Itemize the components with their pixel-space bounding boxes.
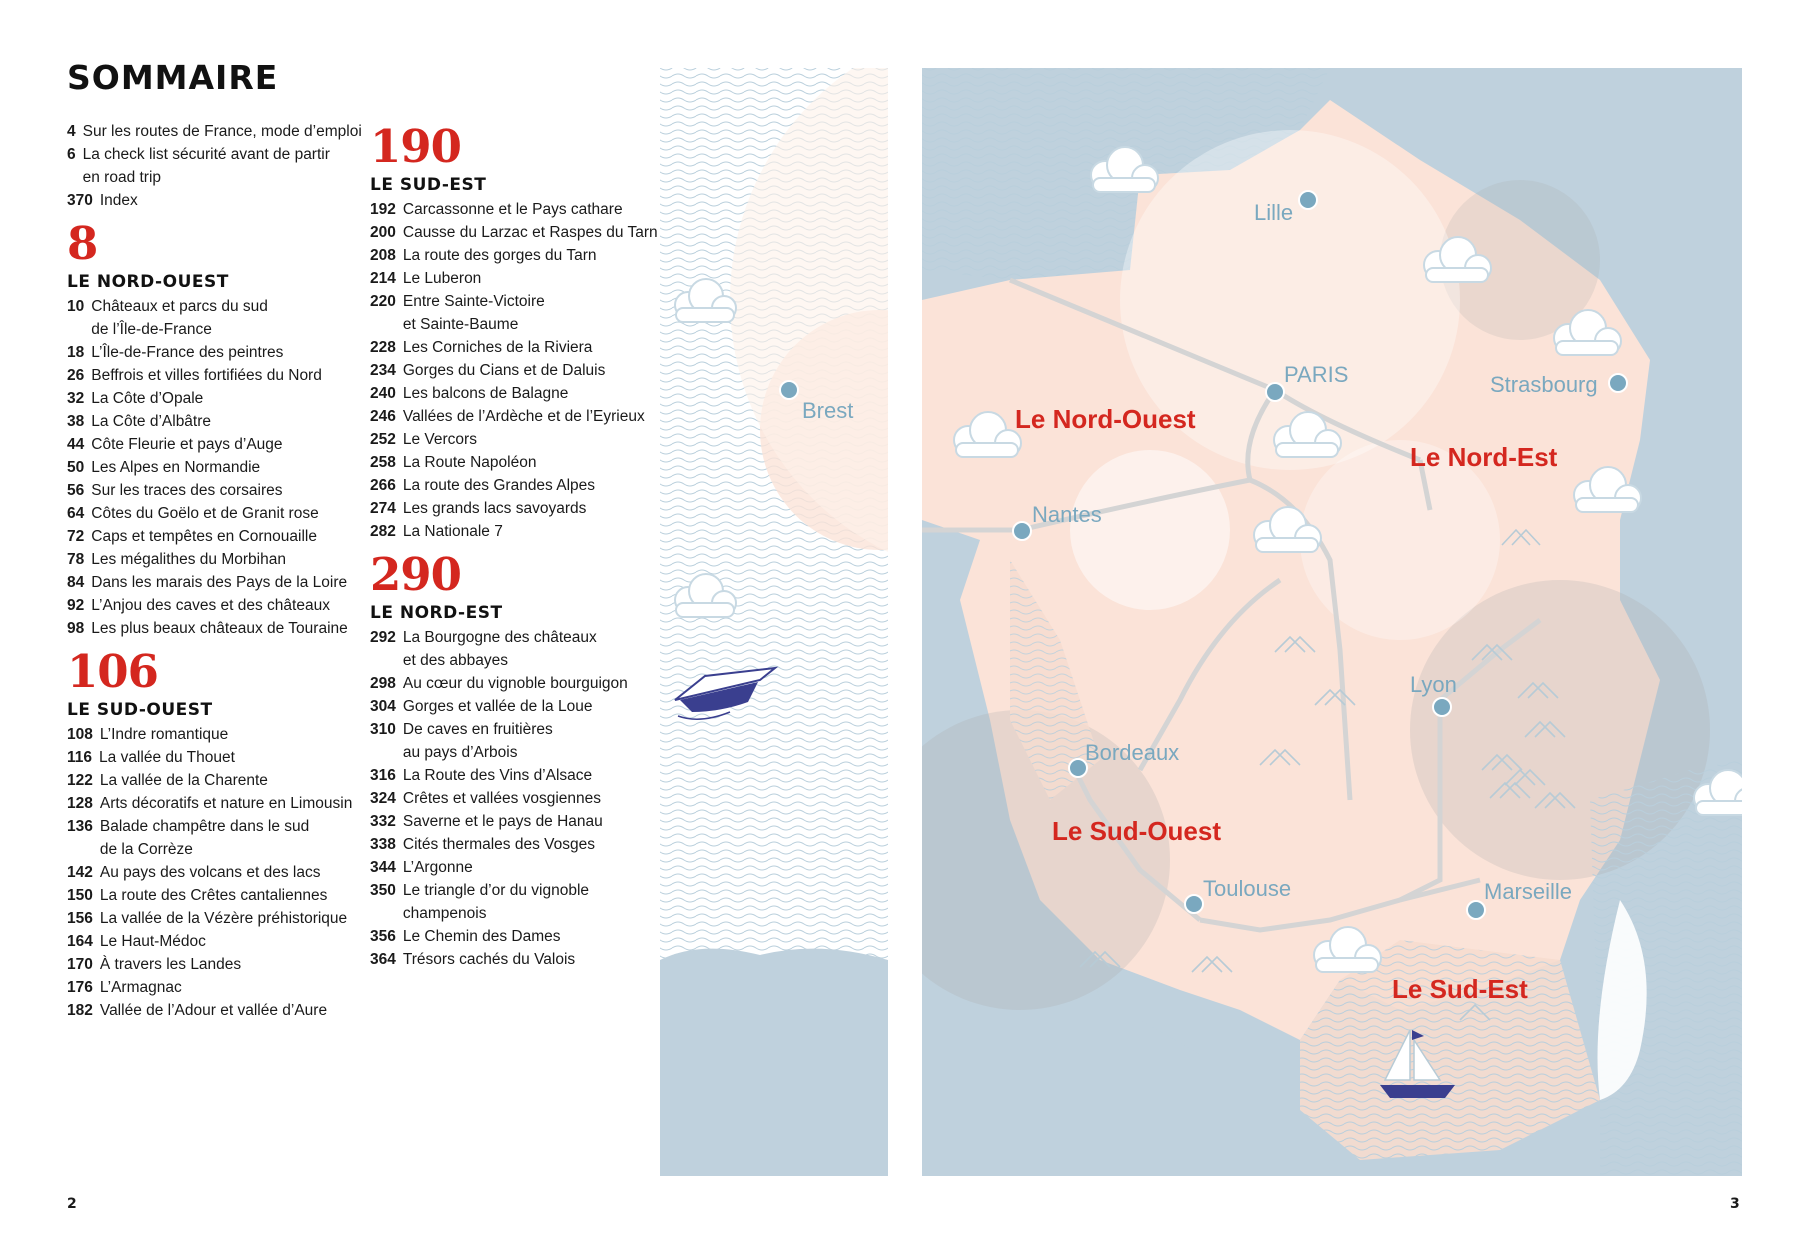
toc-entry-page: 298 <box>370 675 396 692</box>
toc-entry-page: 50 <box>67 459 85 476</box>
toc-entry-page: 182 <box>67 1002 93 1019</box>
toc-entry-title: Au pays des volcans et des lacs <box>99 864 321 881</box>
toc-entry-page: 240 <box>370 385 396 402</box>
toc-entry-page: 370 <box>67 192 93 209</box>
toc-entry-title: Caps et tempêtes en Cornouaille <box>91 528 317 545</box>
toc-entry-page: 228 <box>370 339 396 356</box>
toc-entry-title: Côte Fleurie et pays d’Auge <box>91 436 283 453</box>
toc-entry-title: L’Indre romantique <box>99 726 229 743</box>
toc-entry-page: 44 <box>67 436 85 453</box>
city-marker-paris <box>1266 383 1284 401</box>
section-title: LE SUD-EST <box>370 175 487 195</box>
toc-entry-page: 208 <box>370 247 396 264</box>
city-label-brest: Brest <box>802 398 854 423</box>
toc-entry-page: 266 <box>370 477 396 494</box>
city-marker-brest <box>780 381 798 399</box>
city-marker-strasbourg <box>1609 374 1627 392</box>
toc-entry-title: Beffrois et villes fortifiées du Nord <box>91 367 322 384</box>
toc-entry-page: 72 <box>67 528 85 545</box>
region-label-sud-est: Le Sud-Est <box>1392 974 1528 1004</box>
toc-entry-page: 252 <box>370 431 396 448</box>
city-label-nantes: Nantes <box>1032 502 1102 527</box>
toc-entry-page: 292 <box>370 629 396 646</box>
toc-entry-title: La Route Napoléon <box>402 454 537 471</box>
toc-entry-page: 220 <box>370 293 396 310</box>
toc-entry-title: Crêtes et vallées vosgiennes <box>402 790 602 807</box>
map-main <box>870 68 1761 1176</box>
toc-entry-page: 214 <box>370 270 396 287</box>
toc-entry-title: Dans les marais des Pays de la Loire <box>91 574 348 591</box>
toc-entry-page: 258 <box>370 454 396 471</box>
toc-entry-title: La Côte d’Albâtre <box>91 413 212 430</box>
toc-entry-page: 324 <box>370 790 396 807</box>
toc-entry-page: 122 <box>67 772 93 789</box>
section-title: LE NORD-OUEST <box>67 272 229 292</box>
toc-entry-page: 246 <box>370 408 396 425</box>
toc-entry-page: 150 <box>67 887 93 904</box>
city-label-marseille: Marseille <box>1484 879 1573 904</box>
toc-entry-page: 176 <box>67 979 93 996</box>
region-label-nord-est: Le Nord-Est <box>1410 442 1558 472</box>
toc-entry-page: 18 <box>67 344 85 361</box>
toc-entry-title: Les Alpes en Normandie <box>91 459 261 476</box>
toc-entry-page: 78 <box>67 551 85 568</box>
city-label-lyon: Lyon <box>1410 672 1457 697</box>
toc-entry-title: Arts décoratifs et nature en Limousin <box>99 795 353 812</box>
toc-entry-page: 156 <box>67 910 93 927</box>
toc-entry-page: 304 <box>370 698 396 715</box>
toc-entry-page: 84 <box>67 574 85 591</box>
section-title: LE SUD-OUEST <box>67 700 213 720</box>
city-marker-toulouse <box>1185 895 1203 913</box>
toc-entry-page: 200 <box>370 224 396 241</box>
toc-entry-page: 192 <box>370 201 396 218</box>
section-title: LE NORD-EST <box>370 603 503 623</box>
toc-entry-title: Entre Sainte-Victoire <box>402 293 545 310</box>
section-page-number: 106 <box>67 645 158 698</box>
toc-entry-title: Le triangle d’or du vignoble <box>402 882 590 899</box>
toc-entry-page: 4 <box>67 123 76 140</box>
toc-entry-title: Les plus beaux châteaux de Touraine <box>91 620 348 637</box>
toc-entry-title: La Route des Vins d’Alsace <box>402 767 593 784</box>
toc-entry-page: 6 <box>67 146 76 163</box>
toc-entry-title: Sur les routes de France, mode d’emploi <box>82 123 362 140</box>
city-label-strasbourg: Strasbourg <box>1490 372 1598 397</box>
toc-entry-title: L’Île-de-France des peintres <box>91 344 284 361</box>
toc-entry-page: 356 <box>370 928 396 945</box>
toc-entry-title: Index <box>99 192 138 209</box>
toc-entry-title: Causse du Larzac et Raspes du Tarn <box>402 224 658 241</box>
toc-entry-title: Les mégalithes du Morbihan <box>91 551 286 568</box>
toc-entry-title-cont: et Sainte-Baume <box>402 316 519 333</box>
toc-entry-page: 332 <box>370 813 396 830</box>
toc-entry-title: Vallée de l’Adour et vallée d’Aure <box>99 1002 328 1019</box>
toc-entry-title: Cités thermales des Vosges <box>402 836 595 853</box>
section-page-number: 190 <box>370 120 461 173</box>
section-page-number: 290 <box>370 548 461 601</box>
city-label-toulouse: Toulouse <box>1203 876 1292 901</box>
toc-entry-page: 234 <box>370 362 396 379</box>
toc-entry-page: 98 <box>67 620 85 637</box>
page-number-right: 3 <box>1730 1196 1740 1212</box>
toc-entry-title: Le Luberon <box>402 270 482 287</box>
toc-entry-title-cont: de la Corrèze <box>99 841 193 858</box>
toc-entry-page: 116 <box>67 749 93 766</box>
toc-entry-page: 282 <box>370 523 396 540</box>
toc-entry-page: 364 <box>370 951 396 968</box>
city-marker-lille <box>1299 191 1317 209</box>
toc-entry-title-cont: champenois <box>402 905 487 922</box>
toc-entry-page: 64 <box>67 505 85 522</box>
toc-entry-title: La Nationale 7 <box>402 523 503 540</box>
toc-entry-title-cont: en road trip <box>82 169 162 186</box>
toc-entry-page: 32 <box>67 390 85 407</box>
toc-entry-page: 344 <box>370 859 396 876</box>
toc-entry-page: 10 <box>67 298 85 315</box>
toc-entry-page: 92 <box>67 597 85 614</box>
toc-entry-title: Carcassonne et le Pays cathare <box>402 201 623 218</box>
toc-entry-page: 128 <box>67 795 93 812</box>
toc-entry-title: Au cœur du vignoble bourguigon <box>402 675 628 692</box>
toc-entry-title: Vallées de l’Ardèche et de l’Eyrieux <box>402 408 645 425</box>
toc-entry-title: Gorges du Cians et de Daluis <box>402 362 606 379</box>
toc-entry-title: L’Anjou des caves et des châteaux <box>91 597 330 614</box>
toc-entry-page: 56 <box>67 482 85 499</box>
toc-entry-title-cont: de l’Île-de-France <box>91 321 212 338</box>
city-label-paris: PARIS <box>1284 362 1349 387</box>
region-label-nord-ouest: Le Nord-Ouest <box>1015 404 1196 434</box>
city-marker-lyon <box>1433 698 1451 716</box>
city-marker-marseille <box>1467 901 1485 919</box>
toc-entry-page: 38 <box>67 413 85 430</box>
region-label-sud-ouest: Le Sud-Ouest <box>1052 816 1222 846</box>
toc-entry-title: Saverne et le pays de Hanau <box>402 813 603 830</box>
toc-entry-title: La route des gorges du Tarn <box>402 247 597 264</box>
city-label-lille: Lille <box>1254 200 1294 225</box>
toc-entry-title: Gorges et vallée de la Loue <box>402 698 593 715</box>
toc-entry-title: La check list sécurité avant de partir <box>82 146 330 163</box>
toc-entry-title: Les grands lacs savoyards <box>402 500 587 517</box>
toc-entry-title-cont: et des abbayes <box>402 652 509 669</box>
toc-entry-page: 274 <box>370 500 396 517</box>
toc-entry-title: Sur les traces des corsaires <box>91 482 283 499</box>
toc-entry-page: 26 <box>67 367 85 384</box>
toc-entry-page: 316 <box>370 767 396 784</box>
toc-entry-title: La vallée du Thouet <box>99 749 235 766</box>
toc-entry-title: Les Corniches de la Riviera <box>402 339 593 356</box>
section-page-number: 8 <box>67 217 98 270</box>
toc-entry-page: 338 <box>370 836 396 853</box>
toc-entry-title: La vallée de la Vézère préhistorique <box>99 910 348 927</box>
toc-entry-page: 170 <box>67 956 93 973</box>
toc-entry-title: Les balcons de Balagne <box>402 385 569 402</box>
toc-entry-title: La Côte d’Opale <box>91 390 204 407</box>
toc-entry-page: 350 <box>370 882 396 899</box>
toc-entry-title: Le Chemin des Dames <box>402 928 561 945</box>
toc-entry-page: 108 <box>67 726 93 743</box>
toc-entry-page: 136 <box>67 818 93 835</box>
toc-entry-title: La route des Grandes Alpes <box>402 477 596 494</box>
toc-entry-title: Le Haut-Médoc <box>99 933 206 950</box>
toc-entry-title: La vallée de la Charente <box>99 772 268 789</box>
toc-entry-title: La route des Crêtes cantaliennes <box>99 887 328 904</box>
toc-entry-title: Le Vercors <box>402 431 477 448</box>
page-number-left: 2 <box>67 1196 77 1212</box>
toc-entry-title-cont: au pays d’Arbois <box>402 744 518 761</box>
toc-entry-title: L’Armagnac <box>99 979 182 996</box>
toc-entry-title: La Bourgogne des châteaux <box>402 629 597 646</box>
toc-entry-title: Balade champêtre dans le sud <box>99 818 310 835</box>
city-label-bordeaux: Bordeaux <box>1085 740 1180 765</box>
toc-entry-title: De caves en fruitières <box>402 721 553 738</box>
toc-entry-title: Châteaux et parcs du sud <box>91 298 268 315</box>
toc-entry-page: 164 <box>67 933 93 950</box>
toc-entry-title: L’Argonne <box>402 859 473 876</box>
toc-entry-title: Côtes du Goëlo et de Granit rose <box>91 505 319 522</box>
toc-entry-title: À travers les Landes <box>99 956 242 973</box>
city-marker-nantes <box>1013 522 1031 540</box>
page-title: SOMMAIRE <box>67 58 279 97</box>
toc-entry-page: 142 <box>67 864 93 881</box>
toc-entry-page: 310 <box>370 721 396 738</box>
toc-entry-title: Trésors cachés du Valois <box>402 951 576 968</box>
